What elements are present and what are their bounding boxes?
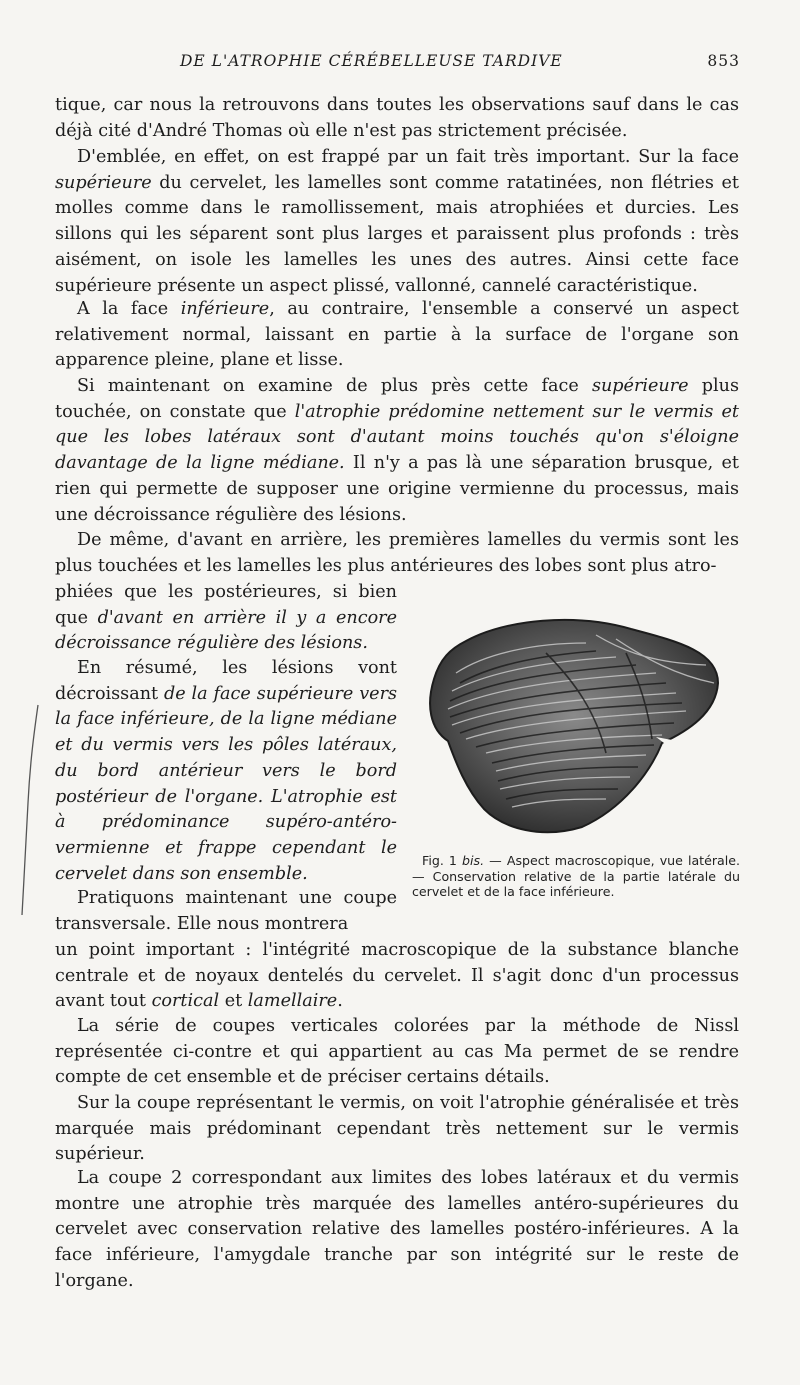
figure-label: Fig. 1 xyxy=(422,853,457,868)
p4-d: l'atrophie prédomine nettement sur le vermis et que les lobes latéraux sont d'autant moins touchés qu'on s'éloigne davantage de la ligne médiane. xyxy=(55,401,739,474)
paragraph-1-text: tique, car nous la retrouvons dans toutes les observations sauf dans le cas déjà cité d'André Thomas où elle n'est pas strictement précisée. xyxy=(55,95,739,141)
p6-b: de la face supérieure vers la face inférieure, de la ligne médiane et du vermis vers les pôles latéraux, du bord antérieur vers le bord postérieur de l'organe. L'atrophie est à prédominance supéro-antéro-vermienne et frappe cependant le cervelet dans son ensemble. xyxy=(55,683,398,884)
paragraph-5a xyxy=(55,528,739,579)
cerebellum-photo xyxy=(426,613,722,837)
paragraph-1 xyxy=(55,93,739,144)
p5-c: d'avant en arrière il y a encore décroissance régulière des lésions. xyxy=(55,607,397,654)
figure-label-italic: bis. xyxy=(462,853,485,868)
p5-a: De même, d'avant en arrière, les premières lamelles du vermis sont les plus touchées et les lamelles les plus antérieures des lobes sont plus atro- xyxy=(55,530,739,576)
p4-e: Il n'y a pas là une séparation brusque, et rien qui permette de supposer une origine vermienne du processus, mais une décroissance régulière des lésions. xyxy=(55,453,739,525)
running-header xyxy=(55,52,740,76)
paragraph-8 xyxy=(55,1014,739,1091)
p7-e: lamellaire xyxy=(247,991,338,1012)
p4-a: Si maintenant on examine de plus près cette face xyxy=(77,376,592,396)
figure-caption xyxy=(412,853,740,900)
p7-f: . xyxy=(337,991,343,1012)
p8-text: La série de coupes verticales colorées par la méthode de Nissl représentée ci-contre et qui appartient au cas Ma permet de se rendre compte de cet ensemble et de préciser certains détails. xyxy=(55,1016,739,1088)
paragraph-9 xyxy=(55,1091,739,1168)
paragraph-6 xyxy=(55,656,397,887)
p9-text: Sur la coupe représentant le vermis, on voit l'atrophie généralisée et très marquée mais prédominant cependant très nettement sur le vermis supérieur. xyxy=(55,1093,739,1165)
p7-b: un point important : l'intégrité macroscopique de la substance blanche centrale et de noyaux dentelés du cervelet. Il s'agit donc d'un processus avant tout xyxy=(55,940,739,1012)
p4-b: supérieure xyxy=(591,376,689,396)
paragraph-7a xyxy=(55,886,397,937)
paragraph-5b xyxy=(55,580,397,657)
p4-c: plus touchée, on constate que xyxy=(55,376,739,422)
p7-d: et xyxy=(219,991,248,1012)
p2-c: du cervelet, les lamelles sont comme ratatinées, non flétries et molles comme dans le ramollissement, mais atrophiées et durcies. Les sillons qui les séparent sont plus larges et paraissent plus profonds : très aisément, on isole les lamelles les unes des autres. Ainsi cette face supérieure présente un aspect plissé, vallonné, cannelé caractéristique. xyxy=(55,172,739,296)
p7-a: Pratiquons maintenant une coupe transversale. Elle nous montrera xyxy=(55,888,397,934)
margin-annotation-line xyxy=(18,703,42,918)
p6-a: En résumé, les lésions vont décroissant xyxy=(55,658,397,704)
p3-c: , au contraire, l'ensemble a conservé un aspect relativement normal, laissant en partie à la surface de l'organe son apparence pleine, plane et lisse. xyxy=(55,299,739,371)
paragraph-3 xyxy=(55,297,739,374)
p10-text: La coupe 2 correspondant aux limites des lobes latéraux et du vermis montre une atrophie très marquée des lamelles antéro-supérieures du cervelet avec conservation relative des lamelles postéro-inférieures. A la face inférieure, l'amygdale tranche par son intégrité sur le reste de l'organe. xyxy=(55,1168,739,1291)
p3-b: inférieure xyxy=(180,299,270,319)
p2-b: supérieure xyxy=(55,172,152,193)
paragraph-2 xyxy=(55,145,739,299)
p5-b: phiées que les postérieures, si bien que xyxy=(55,582,397,628)
p2-a: D'emblée, en effet, on est frappé par un fait très important. Sur la face xyxy=(77,147,739,167)
page-number: 853 xyxy=(707,52,740,70)
p7-c: cortical xyxy=(151,991,220,1012)
paragraph-10 xyxy=(55,1166,739,1295)
running-title: DE L'ATROPHIE CÉRÉBELLEUSE TARDIVE xyxy=(180,52,563,70)
paragraph-4 xyxy=(55,374,739,528)
paragraph-7b xyxy=(55,938,739,1015)
figure-caption-text: — Aspect macroscopique, vue latérale. — Conservation relative de la partie latérale du cervelet et de la face inférieure. xyxy=(412,853,741,899)
p3-a: A la face xyxy=(77,299,181,319)
